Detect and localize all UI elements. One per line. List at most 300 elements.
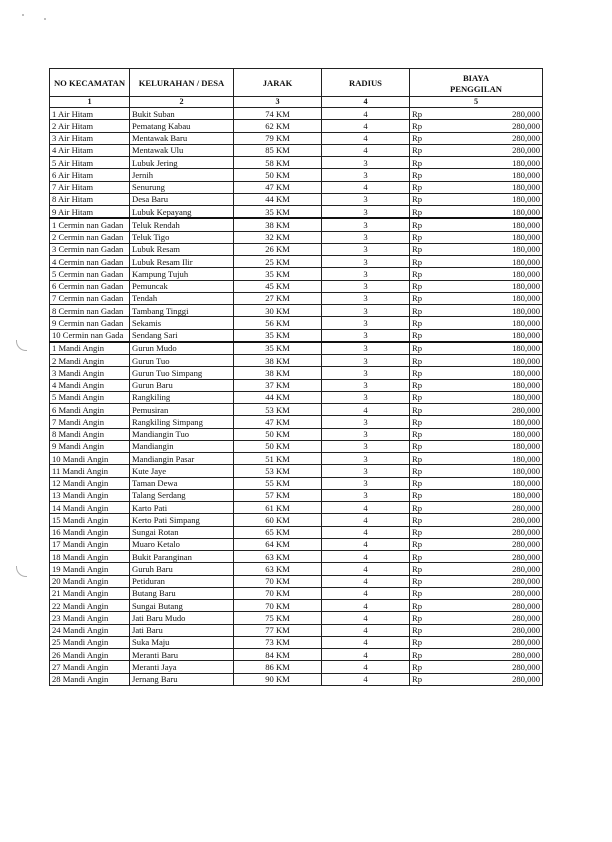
currency-cell: Rp — [410, 144, 432, 156]
table-row — [50, 673, 543, 685]
biaya-cell: 280,000 — [432, 551, 543, 563]
kecamatan-cell: 16 Mandi Angin — [50, 526, 130, 538]
biaya-cell: 280,000 — [432, 673, 543, 685]
desa-cell: Gurun Mudo — [130, 342, 234, 355]
currency-cell: Rp — [410, 206, 432, 219]
desa-cell: Petiduran — [130, 575, 234, 587]
radius-cell: 3 — [322, 329, 410, 342]
desa-cell: Senurung — [130, 181, 234, 193]
table-row — [50, 292, 543, 304]
radius-cell: 4 — [322, 502, 410, 514]
biaya-cell: 180,000 — [432, 355, 543, 367]
currency-cell: Rp — [410, 587, 432, 599]
kecamatan-cell: 8 Cermin nan Gadan — [50, 305, 130, 317]
biaya-cell: 180,000 — [432, 428, 543, 440]
jarak-cell: 55 KM — [234, 477, 322, 489]
jarak-cell: 63 KM — [234, 551, 322, 563]
table-row — [50, 256, 543, 268]
jarak-cell: 37 KM — [234, 379, 322, 391]
table-row — [50, 440, 543, 452]
radius-cell: 3 — [322, 367, 410, 379]
currency-cell: Rp — [410, 538, 432, 550]
currency-cell: Rp — [410, 243, 432, 255]
radius-cell: 4 — [322, 144, 410, 156]
desa-cell: Rangkiling — [130, 391, 234, 403]
biaya-cell: 180,000 — [432, 465, 543, 477]
jarak-cell: 73 KM — [234, 636, 322, 648]
header-no-kecamatan: NO KECAMATAN — [50, 69, 130, 97]
biaya-cell: 280,000 — [432, 587, 543, 599]
radius-cell: 3 — [322, 489, 410, 501]
table-row — [50, 526, 543, 538]
table-row — [50, 169, 543, 181]
table-row — [50, 587, 543, 599]
currency-cell: Rp — [410, 563, 432, 575]
radius-cell: 4 — [322, 649, 410, 661]
currency-cell: Rp — [410, 292, 432, 304]
kecamatan-cell: 25 Mandi Angin — [50, 636, 130, 648]
desa-cell: Jernang Baru — [130, 673, 234, 685]
currency-cell: Rp — [410, 157, 432, 169]
header-kelurahan: KELURAHAN / DESA — [130, 69, 234, 97]
radius-cell: 3 — [322, 157, 410, 169]
desa-cell: Pemusiran — [130, 404, 234, 416]
biaya-cell: 180,000 — [432, 218, 543, 231]
desa-cell: Taman Dewa — [130, 477, 234, 489]
biaya-cell: 180,000 — [432, 206, 543, 219]
punch-hole-mark — [16, 340, 27, 351]
biaya-cell: 180,000 — [432, 169, 543, 181]
table-row — [50, 355, 543, 367]
desa-cell: Pemuncak — [130, 280, 234, 292]
jarak-cell: 35 KM — [234, 268, 322, 280]
kecamatan-cell: 18 Mandi Angin — [50, 551, 130, 563]
jarak-cell: 51 KM — [234, 453, 322, 465]
kecamatan-cell: 1 Cermin nan Gadan — [50, 218, 130, 231]
table-row — [50, 514, 543, 526]
radius-cell: 3 — [322, 440, 410, 452]
currency-cell: Rp — [410, 416, 432, 428]
table-row — [50, 453, 543, 465]
jarak-cell: 90 KM — [234, 673, 322, 685]
kecamatan-cell: 9 Mandi Angin — [50, 440, 130, 452]
currency-cell: Rp — [410, 256, 432, 268]
kecamatan-cell: 3 Mandi Angin — [50, 367, 130, 379]
radius-cell: 4 — [322, 575, 410, 587]
radius-cell: 4 — [322, 587, 410, 599]
biaya-cell: 180,000 — [432, 342, 543, 355]
biaya-cell: 180,000 — [432, 243, 543, 255]
radius-cell: 4 — [322, 551, 410, 563]
radius-cell: 3 — [322, 317, 410, 329]
desa-cell: Bukit Paranginan — [130, 551, 234, 563]
radius-cell: 3 — [322, 268, 410, 280]
jarak-cell: 50 KM — [234, 440, 322, 452]
radius-cell: 3 — [322, 477, 410, 489]
table-row — [50, 489, 543, 501]
biaya-cell: 180,000 — [432, 181, 543, 193]
kecamatan-cell: 20 Mandi Angin — [50, 575, 130, 587]
currency-cell: Rp — [410, 280, 432, 292]
desa-cell: Sungai Rotan — [130, 526, 234, 538]
biaya-cell: 280,000 — [432, 108, 543, 120]
currency-cell: Rp — [410, 342, 432, 355]
jarak-cell: 35 KM — [234, 206, 322, 219]
table-row — [50, 551, 543, 563]
biaya-cell: 280,000 — [432, 612, 543, 624]
desa-cell: Teluk Rendah — [130, 218, 234, 231]
radius-cell: 4 — [322, 514, 410, 526]
desa-cell: Mandiangin — [130, 440, 234, 452]
table-row — [50, 231, 543, 243]
biaya-cell: 180,000 — [432, 280, 543, 292]
header-jarak: JARAK — [234, 69, 322, 97]
kecamatan-cell: 26 Mandi Angin — [50, 649, 130, 661]
radius-cell: 4 — [322, 636, 410, 648]
table-row — [50, 367, 543, 379]
currency-cell: Rp — [410, 355, 432, 367]
table-row — [50, 108, 543, 120]
biaya-cell: 180,000 — [432, 440, 543, 452]
kecamatan-cell: 14 Mandi Angin — [50, 502, 130, 514]
currency-cell: Rp — [410, 636, 432, 648]
header-biaya — [410, 69, 543, 97]
desa-cell: Sungai Butang — [130, 600, 234, 612]
radius-cell: 4 — [322, 661, 410, 673]
table-row — [50, 661, 543, 673]
jarak-cell: 44 KM — [234, 193, 322, 205]
radius-cell: 3 — [322, 206, 410, 219]
currency-cell: Rp — [410, 120, 432, 132]
radius-cell: 3 — [322, 355, 410, 367]
desa-cell: Meranti Jaya — [130, 661, 234, 673]
jarak-cell: 70 KM — [234, 600, 322, 612]
table-row — [50, 329, 543, 342]
jarak-cell: 45 KM — [234, 280, 322, 292]
currency-cell: Rp — [410, 379, 432, 391]
jarak-cell: 25 KM — [234, 256, 322, 268]
kecamatan-cell: 28 Mandi Angin — [50, 673, 130, 685]
currency-cell: Rp — [410, 575, 432, 587]
biaya-cell: 280,000 — [432, 502, 543, 514]
jarak-cell: 57 KM — [234, 489, 322, 501]
currency-cell: Rp — [410, 218, 432, 231]
currency-cell: Rp — [410, 465, 432, 477]
radius-cell: 3 — [322, 218, 410, 231]
jarak-cell: 65 KM — [234, 526, 322, 538]
table-row — [50, 612, 543, 624]
table-row — [50, 280, 543, 292]
jarak-cell: 70 KM — [234, 575, 322, 587]
kecamatan-cell: 27 Mandi Angin — [50, 661, 130, 673]
biaya-cell: 280,000 — [432, 538, 543, 550]
desa-cell: Gurun Tuo — [130, 355, 234, 367]
table-row — [50, 218, 543, 231]
currency-cell: Rp — [410, 193, 432, 205]
table-row — [50, 391, 543, 403]
desa-cell: Teluk Tigo — [130, 231, 234, 243]
kecamatan-cell: 11 Mandi Angin — [50, 465, 130, 477]
radius-cell: 3 — [322, 280, 410, 292]
currency-cell: Rp — [410, 526, 432, 538]
currency-cell: Rp — [410, 305, 432, 317]
scan-speck — [22, 14, 24, 16]
biaya-cell: 180,000 — [432, 453, 543, 465]
table-row — [50, 575, 543, 587]
jarak-cell: 63 KM — [234, 563, 322, 575]
table-row — [50, 428, 543, 440]
kecamatan-cell: 8 Air Hitam — [50, 193, 130, 205]
radius-cell: 3 — [322, 256, 410, 268]
radius-cell: 4 — [322, 673, 410, 685]
desa-cell: Butang Baru — [130, 587, 234, 599]
kecamatan-cell: 9 Cermin nan Gadan — [50, 317, 130, 329]
desa-cell: Gurun Baru — [130, 379, 234, 391]
kecamatan-cell: 5 Cermin nan Gadan — [50, 268, 130, 280]
kecamatan-cell: 10 Cermin nan Gada — [50, 329, 130, 342]
desa-cell: Kerto Pati Simpang — [130, 514, 234, 526]
biaya-cell: 280,000 — [432, 144, 543, 156]
biaya-cell: 180,000 — [432, 477, 543, 489]
kecamatan-cell: 7 Cermin nan Gadan — [50, 292, 130, 304]
biaya-cell: 280,000 — [432, 514, 543, 526]
currency-cell: Rp — [410, 612, 432, 624]
radius-cell: 4 — [322, 404, 410, 416]
jarak-cell: 60 KM — [234, 514, 322, 526]
currency-cell: Rp — [410, 404, 432, 416]
currency-cell: Rp — [410, 514, 432, 526]
distance-cost-table — [49, 68, 543, 686]
table-row — [50, 649, 543, 661]
biaya-cell: 180,000 — [432, 292, 543, 304]
kecamatan-cell: 19 Mandi Angin — [50, 563, 130, 575]
radius-cell: 4 — [322, 600, 410, 612]
table-row — [50, 317, 543, 329]
table-row — [50, 144, 543, 156]
radius-cell: 3 — [322, 342, 410, 355]
kecamatan-cell: 6 Air Hitam — [50, 169, 130, 181]
table-row — [50, 563, 543, 575]
jarak-cell: 85 KM — [234, 144, 322, 156]
table-row — [50, 538, 543, 550]
jarak-cell: 56 KM — [234, 317, 322, 329]
jarak-cell: 86 KM — [234, 661, 322, 673]
radius-cell: 4 — [322, 538, 410, 550]
desa-cell: Suka Maju — [130, 636, 234, 648]
kecamatan-cell: 2 Cermin nan Gadan — [50, 231, 130, 243]
kecamatan-cell: 5 Mandi Angin — [50, 391, 130, 403]
radius-cell: 3 — [322, 169, 410, 181]
jarak-cell: 30 KM — [234, 305, 322, 317]
table-row — [50, 379, 543, 391]
desa-cell: Mentawak Baru — [130, 132, 234, 144]
jarak-cell: 77 KM — [234, 624, 322, 636]
jarak-cell: 79 KM — [234, 132, 322, 144]
currency-cell: Rp — [410, 502, 432, 514]
desa-cell: Jati Baru Mudo — [130, 612, 234, 624]
jarak-cell: 38 KM — [234, 355, 322, 367]
biaya-cell: 180,000 — [432, 367, 543, 379]
table-row — [50, 181, 543, 193]
desa-cell: Lubuk Resam Ilir — [130, 256, 234, 268]
radius-cell: 4 — [322, 624, 410, 636]
col-number: 2 — [130, 97, 234, 108]
jarak-cell: 26 KM — [234, 243, 322, 255]
radius-cell: 3 — [322, 453, 410, 465]
kecamatan-cell: 3 Cermin nan Gadan — [50, 243, 130, 255]
table-row — [50, 268, 543, 280]
desa-cell: Lubuk Kepayang — [130, 206, 234, 219]
table-row — [50, 404, 543, 416]
radius-cell: 3 — [322, 231, 410, 243]
table-row — [50, 193, 543, 205]
radius-cell: 3 — [322, 465, 410, 477]
biaya-cell: 280,000 — [432, 624, 543, 636]
col-number: 1 — [50, 97, 130, 108]
table-row — [50, 624, 543, 636]
desa-cell: Sekamis — [130, 317, 234, 329]
biaya-cell: 180,000 — [432, 193, 543, 205]
jarak-cell: 27 KM — [234, 292, 322, 304]
desa-cell: Mandiangin Pasar — [130, 453, 234, 465]
kecamatan-cell: 13 Mandi Angin — [50, 489, 130, 501]
desa-cell: Talang Serdang — [130, 489, 234, 501]
kecamatan-cell: 23 Mandi Angin — [50, 612, 130, 624]
radius-cell: 3 — [322, 193, 410, 205]
biaya-cell: 280,000 — [432, 649, 543, 661]
desa-cell: Muaro Ketalo — [130, 538, 234, 550]
radius-cell: 3 — [322, 391, 410, 403]
table-row — [50, 465, 543, 477]
currency-cell: Rp — [410, 673, 432, 685]
desa-cell: Lubuk Jering — [130, 157, 234, 169]
jarak-cell: 44 KM — [234, 391, 322, 403]
currency-cell: Rp — [410, 489, 432, 501]
kecamatan-cell: 12 Mandi Angin — [50, 477, 130, 489]
biaya-cell: 180,000 — [432, 231, 543, 243]
jarak-cell: 53 KM — [234, 465, 322, 477]
kecamatan-cell: 4 Air Hitam — [50, 144, 130, 156]
scan-speck — [44, 18, 46, 20]
kecamatan-cell: 1 Mandi Angin — [50, 342, 130, 355]
currency-cell: Rp — [410, 477, 432, 489]
desa-cell: Kute Jaye — [130, 465, 234, 477]
desa-cell: Pematang Kabau — [130, 120, 234, 132]
desa-cell: Tambang Tinggi — [130, 305, 234, 317]
table-row — [50, 416, 543, 428]
biaya-cell: 180,000 — [432, 391, 543, 403]
kecamatan-cell: 2 Air Hitam — [50, 120, 130, 132]
kecamatan-cell: 9 Air Hitam — [50, 206, 130, 219]
currency-cell: Rp — [410, 649, 432, 661]
column-number-row — [50, 97, 543, 108]
kecamatan-cell: 7 Mandi Angin — [50, 416, 130, 428]
radius-cell: 4 — [322, 563, 410, 575]
desa-cell: Guruh Baru — [130, 563, 234, 575]
table-row — [50, 120, 543, 132]
biaya-cell: 180,000 — [432, 268, 543, 280]
desa-cell: Jati Baru — [130, 624, 234, 636]
jarak-cell: 32 KM — [234, 231, 322, 243]
kecamatan-cell: 2 Mandi Angin — [50, 355, 130, 367]
jarak-cell: 50 KM — [234, 169, 322, 181]
table-row — [50, 243, 543, 255]
kecamatan-cell: 22 Mandi Angin — [50, 600, 130, 612]
desa-cell: Bukit Suban — [130, 108, 234, 120]
table-row — [50, 206, 543, 219]
biaya-cell: 280,000 — [432, 120, 543, 132]
jarak-cell: 35 KM — [234, 342, 322, 355]
desa-cell: Meranti Baru — [130, 649, 234, 661]
desa-cell: Karto Pati — [130, 502, 234, 514]
jarak-cell: 38 KM — [234, 218, 322, 231]
biaya-cell: 280,000 — [432, 661, 543, 673]
biaya-cell: 280,000 — [432, 132, 543, 144]
desa-cell: Jernih — [130, 169, 234, 181]
kecamatan-cell: 8 Mandi Angin — [50, 428, 130, 440]
desa-cell: Rangkiling Simpang — [130, 416, 234, 428]
currency-cell: Rp — [410, 132, 432, 144]
kecamatan-cell: 1 Air Hitam — [50, 108, 130, 120]
biaya-cell: 280,000 — [432, 575, 543, 587]
currency-cell: Rp — [410, 661, 432, 673]
biaya-cell: 280,000 — [432, 526, 543, 538]
desa-cell: Sendang Sari — [130, 329, 234, 342]
radius-cell: 3 — [322, 416, 410, 428]
radius-cell: 3 — [322, 243, 410, 255]
biaya-cell: 180,000 — [432, 416, 543, 428]
kecamatan-cell: 10 Mandi Angin — [50, 453, 130, 465]
kecamatan-cell: 4 Cermin nan Gadan — [50, 256, 130, 268]
table-body — [50, 108, 543, 686]
currency-cell: Rp — [410, 108, 432, 120]
kecamatan-cell: 7 Air Hitam — [50, 181, 130, 193]
currency-cell: Rp — [410, 317, 432, 329]
jarak-cell: 84 KM — [234, 649, 322, 661]
col-number: 5 — [410, 97, 543, 108]
currency-cell: Rp — [410, 551, 432, 563]
currency-cell: Rp — [410, 624, 432, 636]
biaya-cell: 280,000 — [432, 636, 543, 648]
desa-cell: Lubuk Resam — [130, 243, 234, 255]
desa-cell: Mandiangin Tuo — [130, 428, 234, 440]
desa-cell: Desa Baru — [130, 193, 234, 205]
radius-cell: 4 — [322, 132, 410, 144]
desa-cell: Gurun Tuo Simpang — [130, 367, 234, 379]
radius-cell: 3 — [322, 428, 410, 440]
biaya-cell: 180,000 — [432, 157, 543, 169]
table-row — [50, 342, 543, 355]
jarak-cell: 35 KM — [234, 329, 322, 342]
currency-cell: Rp — [410, 453, 432, 465]
jarak-cell: 70 KM — [234, 587, 322, 599]
desa-cell: Mentawak Ulu — [130, 144, 234, 156]
currency-cell: Rp — [410, 169, 432, 181]
currency-cell: Rp — [410, 268, 432, 280]
jarak-cell: 47 KM — [234, 416, 322, 428]
col-number: 3 — [234, 97, 322, 108]
biaya-cell: 280,000 — [432, 563, 543, 575]
kecamatan-cell: 21 Mandi Angin — [50, 587, 130, 599]
table-header-row — [50, 69, 543, 97]
biaya-cell: 280,000 — [432, 600, 543, 612]
table-row — [50, 305, 543, 317]
jarak-cell: 61 KM — [234, 502, 322, 514]
radius-cell: 4 — [322, 108, 410, 120]
jarak-cell: 38 KM — [234, 367, 322, 379]
table-row — [50, 132, 543, 144]
punch-hole-mark — [16, 566, 27, 577]
